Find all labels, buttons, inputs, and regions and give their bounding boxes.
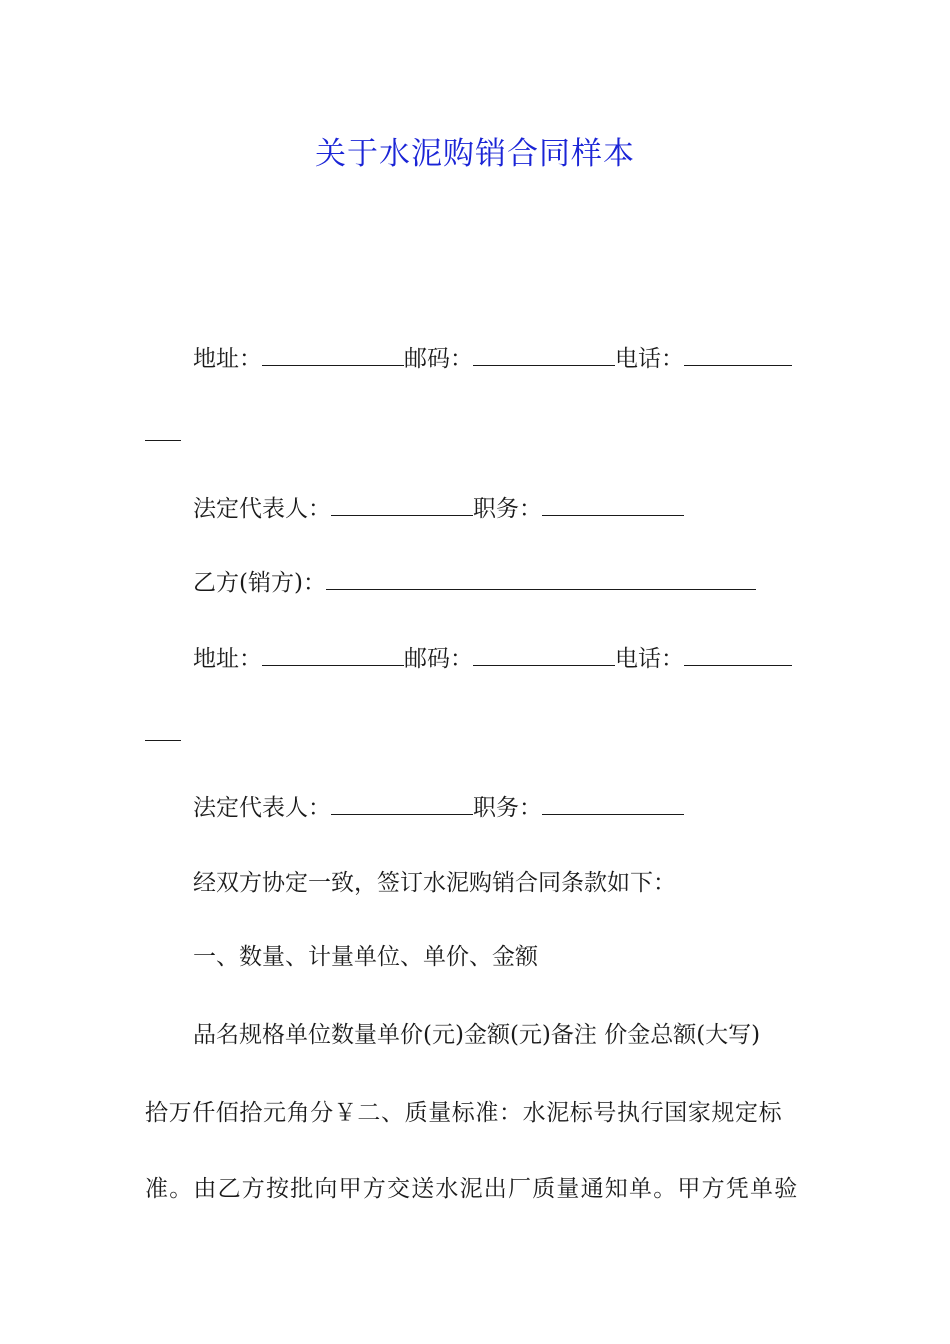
party-b-address-line	[193, 644, 792, 674]
position-label: 职务：	[473, 496, 542, 522]
phone-blank[interactable]	[684, 645, 792, 666]
phone-blank[interactable]	[684, 345, 792, 366]
address-label: 地址：	[193, 346, 262, 372]
phone-blank-continuation	[145, 740, 181, 741]
intro-paragraph: 经双方协定一致，签订水泥购销合同条款如下：	[193, 870, 676, 896]
address-blank[interactable]	[262, 345, 404, 366]
body-line: 准。由乙方按批向甲方交送水泥出厂质量通知单。甲方凭单验	[145, 1176, 799, 1202]
postcode-label: 邮码：	[404, 346, 473, 372]
legal-rep-label: 法定代表人：	[193, 795, 331, 821]
phone-label: 电话：	[615, 346, 684, 372]
postcode-blank[interactable]	[473, 645, 615, 666]
party-a-address-line	[193, 344, 792, 374]
postcode-blank[interactable]	[473, 345, 615, 366]
phone-label: 电话：	[615, 646, 684, 672]
body-line: 品名规格单位数量单价(元)金额(元)备注 价金总额(大写)	[193, 1022, 761, 1048]
party-b-blank[interactable]	[326, 569, 756, 590]
address-label: 地址：	[193, 646, 262, 672]
party-b-line	[193, 568, 756, 598]
body-line: 拾万仟佰拾元角分￥二、质量标准：水泥标号执行国家规定标	[145, 1100, 783, 1126]
postcode-label: 邮码：	[404, 646, 473, 672]
legal-rep-blank[interactable]	[331, 794, 473, 815]
party-b-label: 乙方(销方)：	[193, 570, 326, 596]
phone-blank-continuation	[145, 440, 181, 441]
legal-rep-blank[interactable]	[331, 495, 473, 516]
party-b-rep-line	[193, 793, 684, 823]
legal-rep-label: 法定代表人：	[193, 496, 331, 522]
address-blank[interactable]	[262, 645, 404, 666]
page-title: 关于水泥购销合同样本	[315, 136, 635, 172]
position-blank[interactable]	[542, 794, 684, 815]
position-label: 职务：	[473, 795, 542, 821]
section-heading: 一、数量、计量单位、单价、金额	[193, 944, 538, 970]
party-a-rep-line	[193, 494, 684, 524]
position-blank[interactable]	[542, 495, 684, 516]
